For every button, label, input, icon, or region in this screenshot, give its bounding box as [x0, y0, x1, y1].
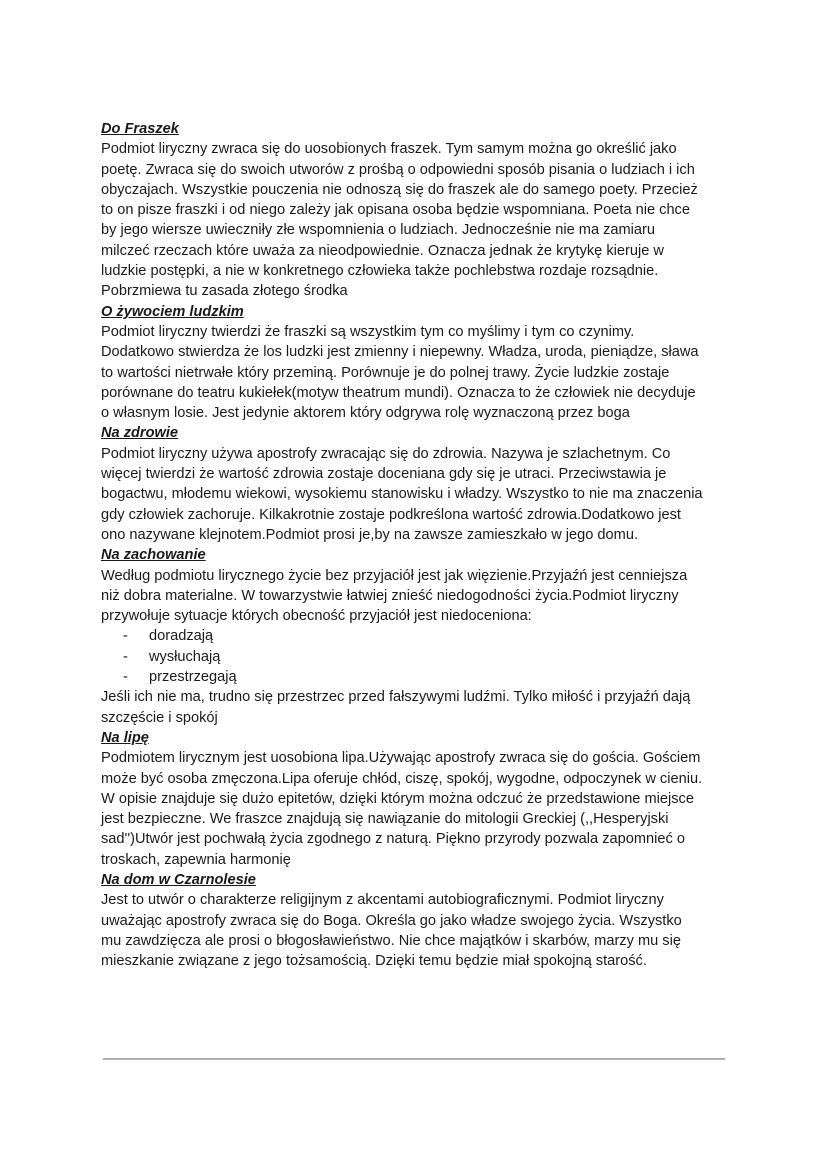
text-line: bogactwu, młodemu wiekowi, wysokiemu stanowisku i władzy. Wszystko to nie ma znaczenia [101, 486, 703, 503]
list-item: - doradzają [123, 626, 741, 646]
section-paragraph [101, 322, 741, 423]
dash-list [101, 626, 741, 687]
text-line: mieszkanie związane z jego tożsamością. Dzięki temu będzie miał spokojną starość. [101, 953, 647, 970]
section-heading: Do Fraszek [101, 121, 179, 137]
section-na-zdrowie [101, 423, 741, 545]
text-line: troskach, zapewnia harmonię [101, 851, 291, 868]
list-item: - przestrzegają [123, 667, 741, 687]
section-heading: O żywociem ludzkim [101, 303, 244, 320]
section-heading: Na lipę [101, 729, 149, 746]
text-line: porównane do teatru kukiełek(motyw theatrum mundi). Oznacza to że człowiek nie decyduje [101, 384, 696, 401]
text-line: niż dobra materialne. W towarzystwie łatwiej znieść niedogodności życia.Podmiot liryczny [101, 587, 679, 604]
text-line: Podmiot liryczny używa apostrofy zwracając się do zdrowia. Nazywa je szlachetnym. Co [101, 445, 671, 462]
text-line: więcej twierdzi że wartość zdrowia zostaje doceniana gdy się je utraci. Przeciwstawia je [101, 466, 667, 483]
document-body [101, 119, 741, 971]
section-heading: Na zachowanie [101, 547, 206, 564]
text-line: sad'')Utwór jest pochwałą życia zgodnego z naturą. Piękno przyrody pozwala zapomnieć o [101, 831, 685, 848]
text-line: ludzkie postępki, a nie w konkretnego człowieka także pochlebstwa rozdaje rozsądnie. [101, 263, 659, 280]
section-heading: Na zdrowie [101, 425, 179, 442]
text-line: by jego wiersze uwieczniły złe wspomnienia o ludziach. Jednocześnie nie ma zamiaru [101, 222, 656, 239]
text-line: Według podmiotu lirycznego życie bez przyjaciół jest jak więzienie.Przyjaźń jest cenniejsza [101, 567, 688, 584]
section-paragraph [101, 444, 741, 545]
text-line: to on pisze fraszki i od niego zależy jak opisana osoba będzie wspomniana. Poeta nie chce [101, 202, 690, 219]
section-do-fraszek [101, 119, 741, 302]
text-line: milczeć rzeczach które uważa za nieodpowiednie. Oznacza jednak że krytykę kieruje w [101, 242, 664, 259]
text-line: gdy człowiek zachoruje. Kilkakrotnie zostaje podkreślona wartość zdrowia.Dodatkowo jest [101, 506, 681, 523]
section-paragraph [101, 139, 741, 301]
section-paragraph [101, 687, 741, 728]
text-line: może być osoba zmęczona.Lipa oferuje chłód, ciszę, spokój, wygodne, odpoczynek w cieniu. [101, 770, 703, 787]
section-paragraph [101, 748, 741, 870]
text-line: Podmiot liryczny twierdzi że fraszki są wszystkim tym co myślimy i tym co czynimy. [101, 323, 635, 340]
text-line: o własnym losie. Jest jedynie aktorem który odgrywa rolę wyznaczoną przez boga [101, 405, 630, 422]
text-line: Podmiot liryczny zwraca się do uosobionych fraszek. Tym samym można go określić jako [101, 141, 677, 158]
text-line: szczęście i spokój [101, 709, 218, 726]
text-line: Pobrzmiewa tu zasada złotego środka [101, 283, 348, 300]
footer-divider [103, 1058, 725, 1060]
list-item: - wysłuchają [123, 647, 741, 667]
text-line: Podmiotem lirycznym jest uosobiona lipa.Używając apostrofy zwraca się do gościa. Gościem [101, 750, 701, 767]
text-line: przywołuje sytuacje których obecność przyjaciół jest niedoceniona: [101, 608, 532, 625]
text-line: poetę. Zwraca się do swoich utworów z prośbą o odpowiedni sposób pisania o ludziach i ich [101, 161, 695, 178]
section-paragraph [101, 566, 741, 627]
section-na-dom-w-czarnolesie [101, 870, 741, 971]
text-line: Jeśli ich nie ma, trudno się przestrzec przed fałszywymi ludźmi. Tylko miłość i przyjaźń dają [101, 689, 691, 706]
text-line: W opisie znajduje się dużo epitetów, dzięki którym można odczuć że przedstawione miejsce [101, 790, 694, 807]
text-line: uważając apostrofy zwraca się do Boga. Określa go jako władze swojego życia. Wszystko [101, 912, 682, 929]
text-line: obyczajach. Wszystkie pouczenia nie odnoszą się do fraszek ale do samego poety. Przecież [101, 181, 698, 198]
section-na-lipe [101, 728, 741, 870]
section-heading: Na dom w Czarnolesie [101, 871, 256, 888]
text-line: Jest to utwór o charakterze religijnym z akcentami autobiograficznymi. Podmiot liryczny [101, 892, 664, 909]
text-line: Dodatkowo stwierdza że los ludzki jest zmienny i niepewny. Władza, uroda, pieniądze, sława [101, 344, 699, 361]
section-o-zywociem-ludzkim [101, 302, 741, 424]
text-line: jest bezpieczne. We fraszce znajdują się nawiązanie do mitologii Greckiej (,,Hesperyjski [101, 811, 669, 828]
section-na-zachowanie [101, 545, 741, 728]
text-line: ono nazywane klejnotem.Podmiot prosi je,by na zawsze zamieszkało w jego domu. [101, 526, 638, 543]
text-line: to wartości nietrwałe który przeminą. Porównuje je do polnej trawy. Życie ludzkie zostaje [101, 364, 670, 381]
section-paragraph [101, 890, 741, 971]
text-line: mu zawdzięcza ale prosi o błogosławieństwo. Nie chce majątków i skarbów, marzy mu się [101, 932, 681, 949]
